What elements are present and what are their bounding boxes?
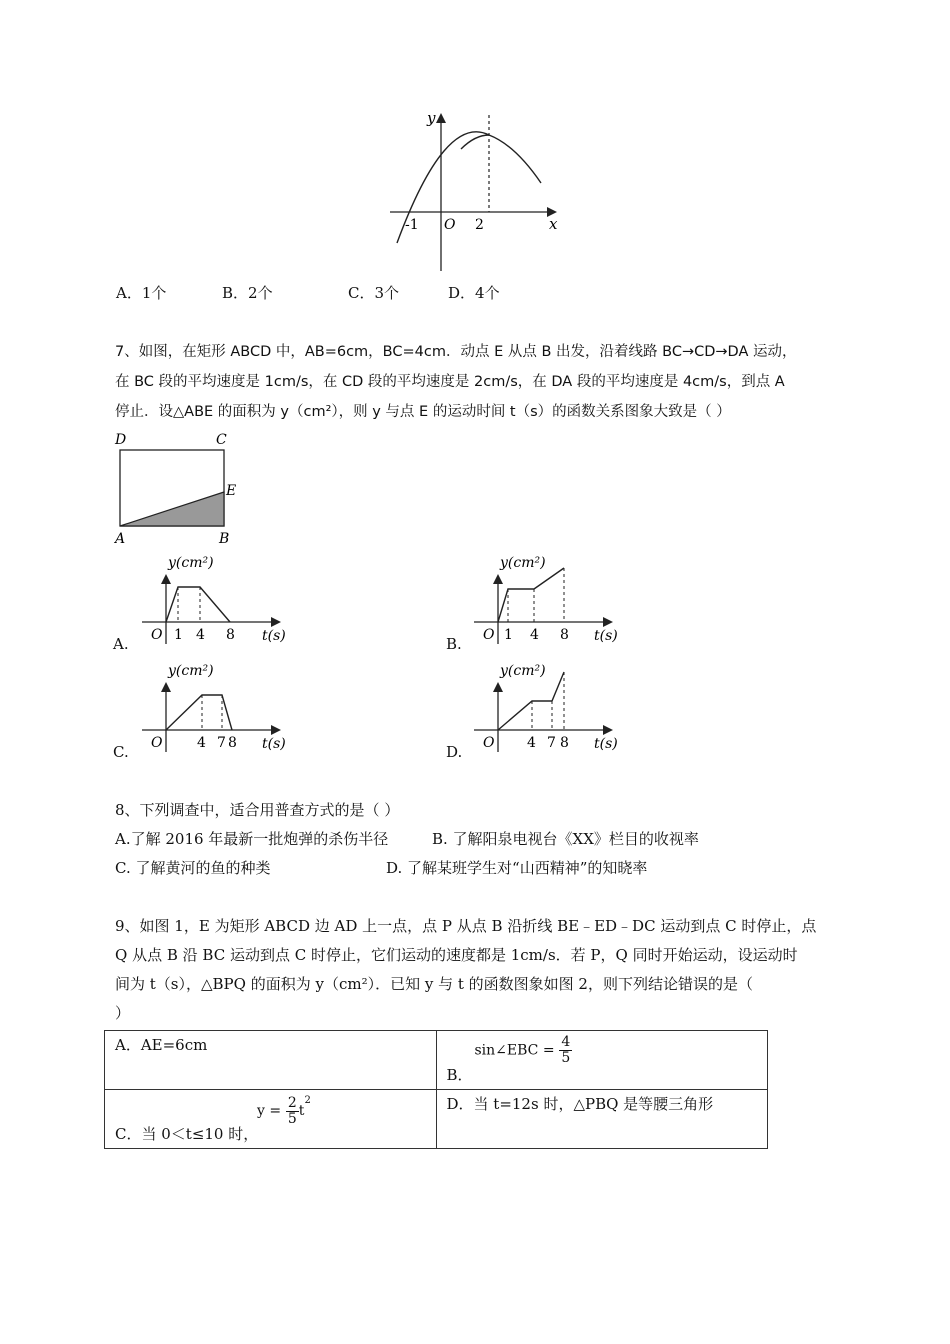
svg-text:7: 7 xyxy=(547,735,556,751)
q7-graph-d-letter: D. xyxy=(446,743,463,761)
q7-graph-d-curve xyxy=(498,672,564,730)
q9-cell-d xyxy=(436,1090,768,1149)
q7-label-c: C xyxy=(216,432,227,448)
svg-text:4: 4 xyxy=(197,735,206,751)
q7-rectangle-figure xyxy=(112,430,247,548)
svg-text:O: O xyxy=(151,627,163,643)
svg-text:y(cm²): y(cm²) xyxy=(500,555,546,571)
q7-question xyxy=(115,337,796,427)
q8-option-d: D. 了解某班学生对“山西精神”的知晓率 xyxy=(386,859,648,877)
q6-x-label: x xyxy=(549,215,558,233)
q7-graph-c-curve xyxy=(166,695,232,730)
q9-option-a: A．AE=6cm xyxy=(115,1036,208,1054)
q9-b-fraction: $\frac{4}{5}$ xyxy=(561,1034,571,1066)
svg-text:t(s): t(s) xyxy=(594,628,618,644)
q7-label-b: B xyxy=(219,531,230,547)
q7-graph-d xyxy=(470,658,620,756)
q9-b-lhs: sin∠EBC = xyxy=(474,1042,555,1059)
q6-parabola-graph xyxy=(385,105,570,275)
svg-text:8: 8 xyxy=(560,735,569,751)
q7-label-a: A xyxy=(115,531,126,547)
q9-line-4: ） xyxy=(115,1004,131,1022)
q6-option-b: B．2个 xyxy=(222,284,273,302)
svg-text:4: 4 xyxy=(196,627,205,643)
svg-text:1: 1 xyxy=(174,627,183,643)
q6-neg-one: -1 xyxy=(405,217,419,233)
q9-cell-c xyxy=(105,1090,437,1149)
q7-graph-c xyxy=(138,658,288,756)
q7-label-d: D xyxy=(115,432,127,448)
q7-label-e: E xyxy=(226,483,237,499)
svg-text:t(s): t(s) xyxy=(262,736,286,752)
svg-text:4: 4 xyxy=(530,627,539,643)
q9-option-d: D．当 t=12s 时，△PBQ 是等腰三角形 xyxy=(446,1095,714,1113)
q7-triangle-abe xyxy=(120,492,224,526)
svg-text:1: 1 xyxy=(504,627,513,643)
svg-text:y(cm²): y(cm²) xyxy=(500,663,546,679)
q8-option-b: B. 了解阳泉电视台《XX》栏目的收视率 xyxy=(432,830,699,848)
svg-text:O: O xyxy=(483,735,495,751)
svg-text:8: 8 xyxy=(560,627,569,643)
svg-text:4: 4 xyxy=(527,735,536,751)
q9-option-c-text: C．当 0＜t≤10 时， xyxy=(115,1125,259,1143)
q7-line-1: 7、如图，在矩形 ABCD 中，AB=6cm，BC=4cm．动点 E 从点 B 出发，沿着线路 BC→CD→DA 运动， xyxy=(115,344,797,360)
svg-text:y(cm²): y(cm²) xyxy=(168,555,214,571)
svg-text:O: O xyxy=(151,735,163,751)
q9-line-1: 9、如图 1，E 为矩形 ABCD 边 AD 上一点，点 P 从点 B 沿折线 BE﹣ED﹣DC 运动到点 C 时停止，点 xyxy=(115,917,817,935)
svg-text:O: O xyxy=(483,627,495,643)
q7-line-2: 在 BC 段的平均速度是 1cm/s，在 CD 段的平均速度是 2cm/s，在 DA 段的平均速度是 4cm/s，到点 A xyxy=(115,374,785,390)
q9-cell-b xyxy=(436,1031,768,1090)
q7-graph-a-letter: A. xyxy=(113,635,129,653)
q6-parabola-cap xyxy=(461,135,489,149)
q7-line-3: 停止．设△ABE 的面积为 y（cm²），则 y 与点 E 的运动时间 t（s）的函数关系图象大致是（ ） xyxy=(115,404,731,420)
q9-line-3: 间为 t（s），△BPQ 的面积为 y（cm²）．已知 y 与 t 的函数图象如图 2，则下列结论错误的是（ xyxy=(115,975,753,993)
svg-text:t(s): t(s) xyxy=(262,628,286,644)
svg-text:8: 8 xyxy=(226,627,235,643)
q9-line-2: Q 从点 B 沿 BC 运动到点 C 时停止，它们运动的速度都是 1cm/s．若 P，Q 同时开始运动，设运动时 xyxy=(115,946,798,964)
q6-y-arrow xyxy=(436,113,446,123)
q8-stem: 8、下列调查中，适合用普查方式的是（ ） xyxy=(115,801,400,819)
q9-option-c-formula: y = $\frac{2}{5}$ $t^2$ xyxy=(257,1094,311,1127)
q8-option-a: A.了解 2016 年最新一批炮弹的杀伤半径 xyxy=(115,830,389,848)
svg-text:t(s): t(s) xyxy=(594,736,618,752)
q9-options-table xyxy=(104,1030,768,1149)
q7-graph-a-curve xyxy=(166,587,230,622)
q6-option-d: D．4个 xyxy=(448,284,500,302)
q6-origin: O xyxy=(444,217,456,233)
svg-text:7: 7 xyxy=(217,735,226,751)
q7-graph-b-letter: B. xyxy=(446,635,462,653)
q9-question xyxy=(115,912,816,1028)
q6-option-a: A．1个 xyxy=(116,284,167,302)
q9-cell-a xyxy=(105,1031,437,1090)
svg-text:8: 8 xyxy=(228,735,237,751)
q8-option-c: C. 了解黄河的鱼的种类 xyxy=(115,859,271,877)
q6-two-label: 2 xyxy=(475,217,484,233)
q9-option-b-formula xyxy=(475,1035,573,1066)
q9-option-b-letter: B． xyxy=(446,1066,473,1084)
q7-graph-b xyxy=(470,550,620,648)
q7-graph-c-letter: C. xyxy=(113,743,129,761)
q6-y-label: y xyxy=(427,109,436,127)
svg-text:y(cm²): y(cm²) xyxy=(168,663,214,679)
q9-c-fraction: $\frac{2}{5}$ xyxy=(287,1094,297,1127)
q7-graph-a xyxy=(138,550,288,648)
q6-option-c: C．3个 xyxy=(348,284,400,302)
